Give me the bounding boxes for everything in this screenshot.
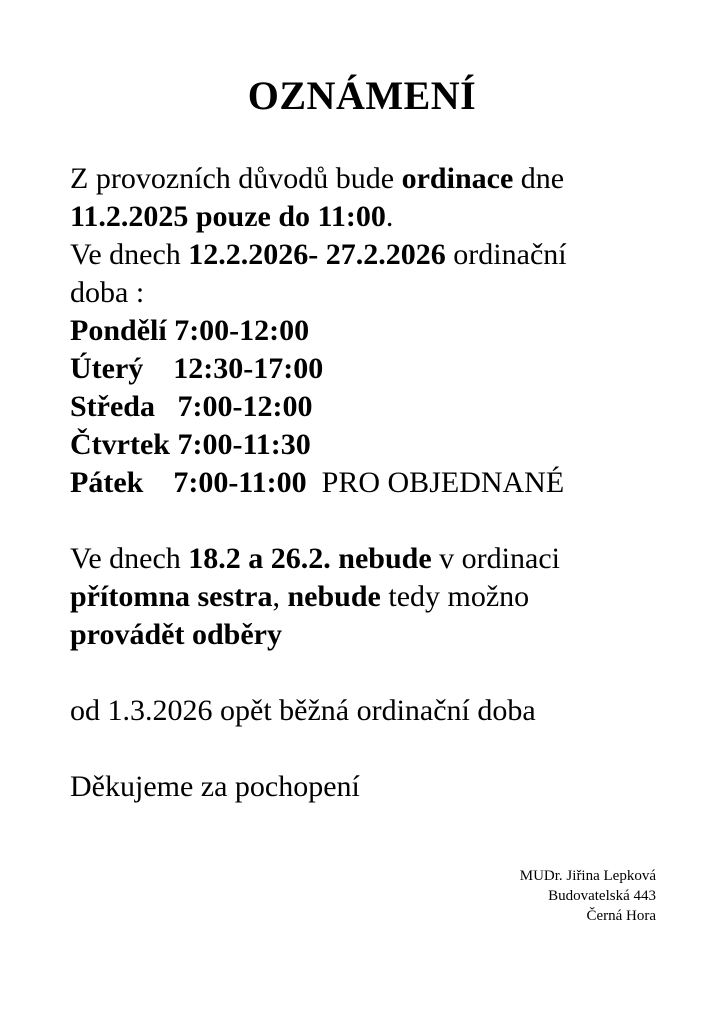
schedule-row: [70, 350, 690, 388]
spacer: [70, 730, 690, 768]
text: Z provozních důvodů bude: [70, 162, 402, 195]
hours-intro: [70, 236, 690, 312]
text: doba :: [70, 276, 145, 309]
hours: 7:00-12:00: [177, 390, 313, 423]
spacer: [70, 654, 690, 692]
text: Ve dnech: [70, 542, 189, 575]
nurse-notice: [70, 540, 690, 654]
appointment-note: PRO OBJEDNANÉ: [306, 466, 565, 499]
text: ,: [272, 580, 288, 613]
city: Černá Hora: [586, 908, 656, 924]
day-label: Středa: [70, 390, 155, 423]
schedule-row: [70, 426, 690, 464]
bold-text: nebude: [287, 580, 381, 613]
street-address: Budovatelská 443: [548, 888, 656, 904]
day-label: Čtvrtek: [70, 428, 170, 461]
schedule-row: [70, 312, 690, 350]
notice-body: [70, 160, 690, 806]
doctor-name: MUDr. Jiřina Lepková: [519, 868, 656, 884]
text: v ordinaci: [431, 542, 560, 575]
spacer: [143, 352, 173, 385]
day-label: Pondělí: [70, 314, 167, 347]
hours: 7:00-12:00: [174, 314, 310, 347]
text: ordinační: [445, 238, 567, 271]
bold-text: přítomna sestra: [70, 580, 273, 613]
day-label: Pátek: [70, 466, 144, 499]
signature: [520, 866, 656, 926]
schedule-row: [70, 464, 690, 502]
spacer: [143, 466, 173, 499]
text: .: [385, 200, 394, 233]
schedule-list: [70, 312, 690, 502]
date-range: 12.2.2026- 27.2.2026: [188, 238, 446, 271]
schedule-row: [70, 388, 690, 426]
hours: 7:00-11:30: [177, 428, 311, 461]
hours: 12:30-17:00: [173, 352, 324, 385]
page-title: OZNÁMENÍ: [247, 73, 477, 118]
text: Ve dnech: [70, 238, 189, 271]
bold-text: provádět odběry: [70, 618, 282, 651]
bold-text: 18.2 a 26.2. nebude: [188, 542, 432, 575]
bold-text: 11.2.2025 pouze do 11:00: [70, 200, 386, 233]
day-label: Úterý: [70, 352, 144, 385]
thanks: Děkujeme za pochopení: [70, 770, 360, 803]
bold-text: ordinace: [401, 162, 514, 195]
text: dne: [513, 162, 565, 195]
hours: 7:00-11:00: [173, 466, 307, 499]
spacer: [70, 502, 690, 540]
spacer: [155, 390, 178, 423]
return-notice: od 1.3.2026 opět běžná ordinační doba: [70, 694, 536, 727]
closure-notice: [70, 160, 690, 236]
text: tedy možno: [380, 580, 530, 613]
